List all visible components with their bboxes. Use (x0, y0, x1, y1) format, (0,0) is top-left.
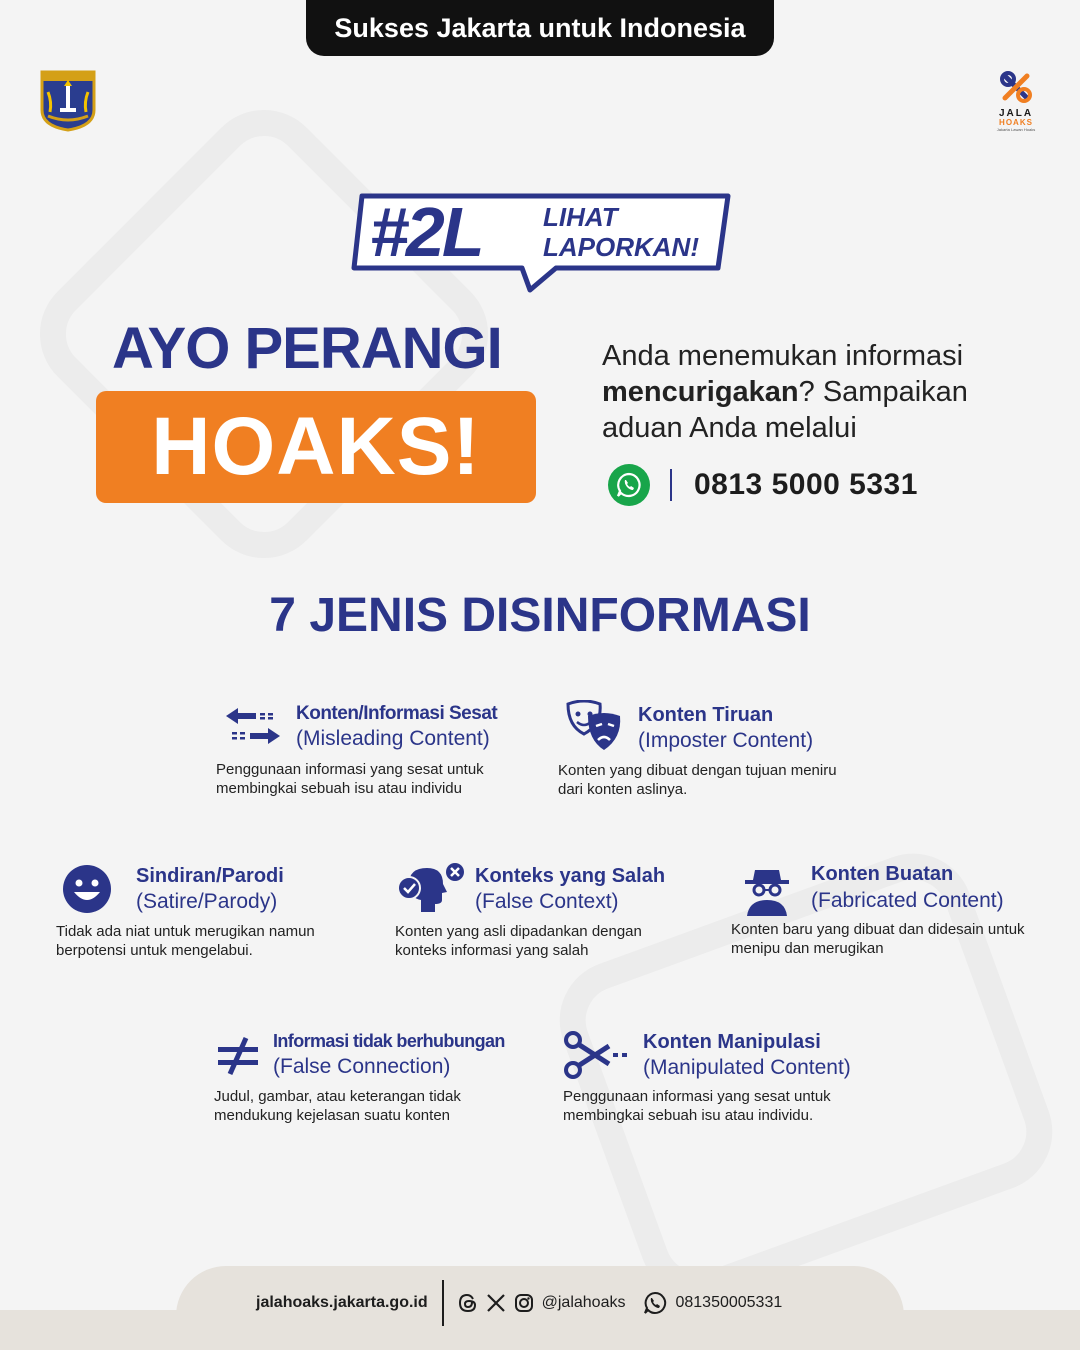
x-icon[interactable] (486, 1293, 506, 1313)
jala-tagline: Jakarta Lawan Hoaks (996, 127, 1036, 132)
smiley-icon (62, 864, 112, 919)
intro-text (602, 338, 1042, 446)
hoaks-label: HOAKS (999, 118, 1033, 127)
disinfo-item-false-context (395, 862, 695, 972)
item-title: Konten Tiruan (638, 704, 774, 726)
section-title: 7 JENIS DISINFORMASI (269, 589, 811, 642)
item-subtitle: (False Connection) (273, 1055, 451, 1078)
intro-bold: mencurigakan (602, 376, 799, 408)
separator (670, 469, 672, 501)
item-description: Tidak ada niat untuk merugikan namun berpotensi untuk mengelabui. (56, 923, 315, 959)
campaign-word-laporkan: LAPORKAN! (543, 232, 699, 262)
phone-number: 0813 5000 5331 (694, 468, 918, 501)
item-description: Judul, gambar, atau keterangan tidak mendukung kejelasan suatu konten (214, 1088, 461, 1124)
footer (256, 1278, 782, 1328)
jala-knot-icon (999, 70, 1033, 104)
item-title: Konten Buatan (811, 863, 954, 885)
whatsapp-row[interactable] (608, 462, 918, 508)
item-subtitle: (Manipulated Content) (643, 1056, 851, 1079)
spy-icon (743, 866, 791, 921)
jakarta-coat-of-arms-icon (40, 70, 96, 132)
disinfo-item-satire (56, 862, 356, 972)
item-subtitle: (Fabricated Content) (811, 889, 1004, 912)
footer-social-handle[interactable]: @jalahoaks (541, 1294, 626, 1311)
disinfo-item-false-connection (214, 1030, 534, 1140)
jala-label: JALA (998, 108, 1034, 119)
hero-heading: AYO PERANGI (112, 316, 502, 381)
arrows-icon (224, 706, 282, 751)
theater-masks-icon (566, 700, 624, 761)
banner-text: Sukses Jakarta untuk Indonesia (334, 12, 746, 43)
disinfo-item-misleading (216, 700, 546, 810)
disinfo-item-manipulated (563, 1030, 883, 1140)
disinfo-item-imposter (558, 700, 858, 810)
hoaks-text: HOAKS! (151, 401, 481, 492)
item-description: Konten baru yang dibuat dan didesain untuk menipu dan merugikan (731, 921, 1025, 957)
footer-separator (442, 1280, 444, 1326)
not-equal-icon (216, 1036, 260, 1081)
item-description: Konten yang dibuat dengan tujuan meniru dari konten aslinya. (558, 762, 837, 798)
intro-part1: Anda menemukan informasi (602, 340, 964, 372)
disinfo-item-fabricated (731, 862, 1031, 972)
item-title: Konten Manipulasi (643, 1031, 821, 1053)
threads-icon[interactable] (458, 1293, 478, 1313)
scissors-icon (563, 1030, 631, 1087)
item-description: Penggunaan informasi yang sesat untuk membingkai sebuah isu atau individu. (563, 1088, 831, 1124)
item-description: Penggunaan informasi yang sesat untuk membingkai sebuah isu atau individu (216, 761, 484, 797)
item-title: Informasi tidak berhubungan (273, 1031, 505, 1051)
item-subtitle: (Imposter Content) (638, 729, 814, 752)
intro-part2: ? Sampaikan aduan Anda melalui (602, 376, 968, 444)
campaign-word-lihat: LIHAT (543, 202, 618, 232)
head-check-x-icon (395, 862, 467, 919)
jala-hoaks-logo (990, 70, 1042, 134)
footer-website-link[interactable]: jalahoaks.jakarta.go.id (256, 1294, 428, 1311)
item-subtitle: (Misleading Content) (296, 727, 490, 750)
item-title: Sindiran/Parodi (136, 865, 284, 887)
hashtag: #2L (370, 193, 482, 271)
item-description: Konten yang asli dipadankan dengan konteks informasi yang salah (395, 923, 642, 959)
footer-whatsapp-number[interactable]: 081350005331 (675, 1294, 783, 1311)
item-title: Konteks yang Salah (475, 865, 666, 887)
whatsapp-icon[interactable] (643, 1291, 667, 1315)
item-title: Konten/Informasi Sesat (296, 703, 498, 724)
item-subtitle: (False Context) (475, 890, 619, 913)
whatsapp-icon (608, 464, 650, 506)
hoaks-box (96, 391, 536, 503)
campaign-badge (350, 188, 734, 296)
instagram-icon[interactable] (514, 1293, 534, 1313)
top-banner (306, 0, 774, 56)
item-subtitle: (Satire/Parody) (136, 890, 278, 913)
